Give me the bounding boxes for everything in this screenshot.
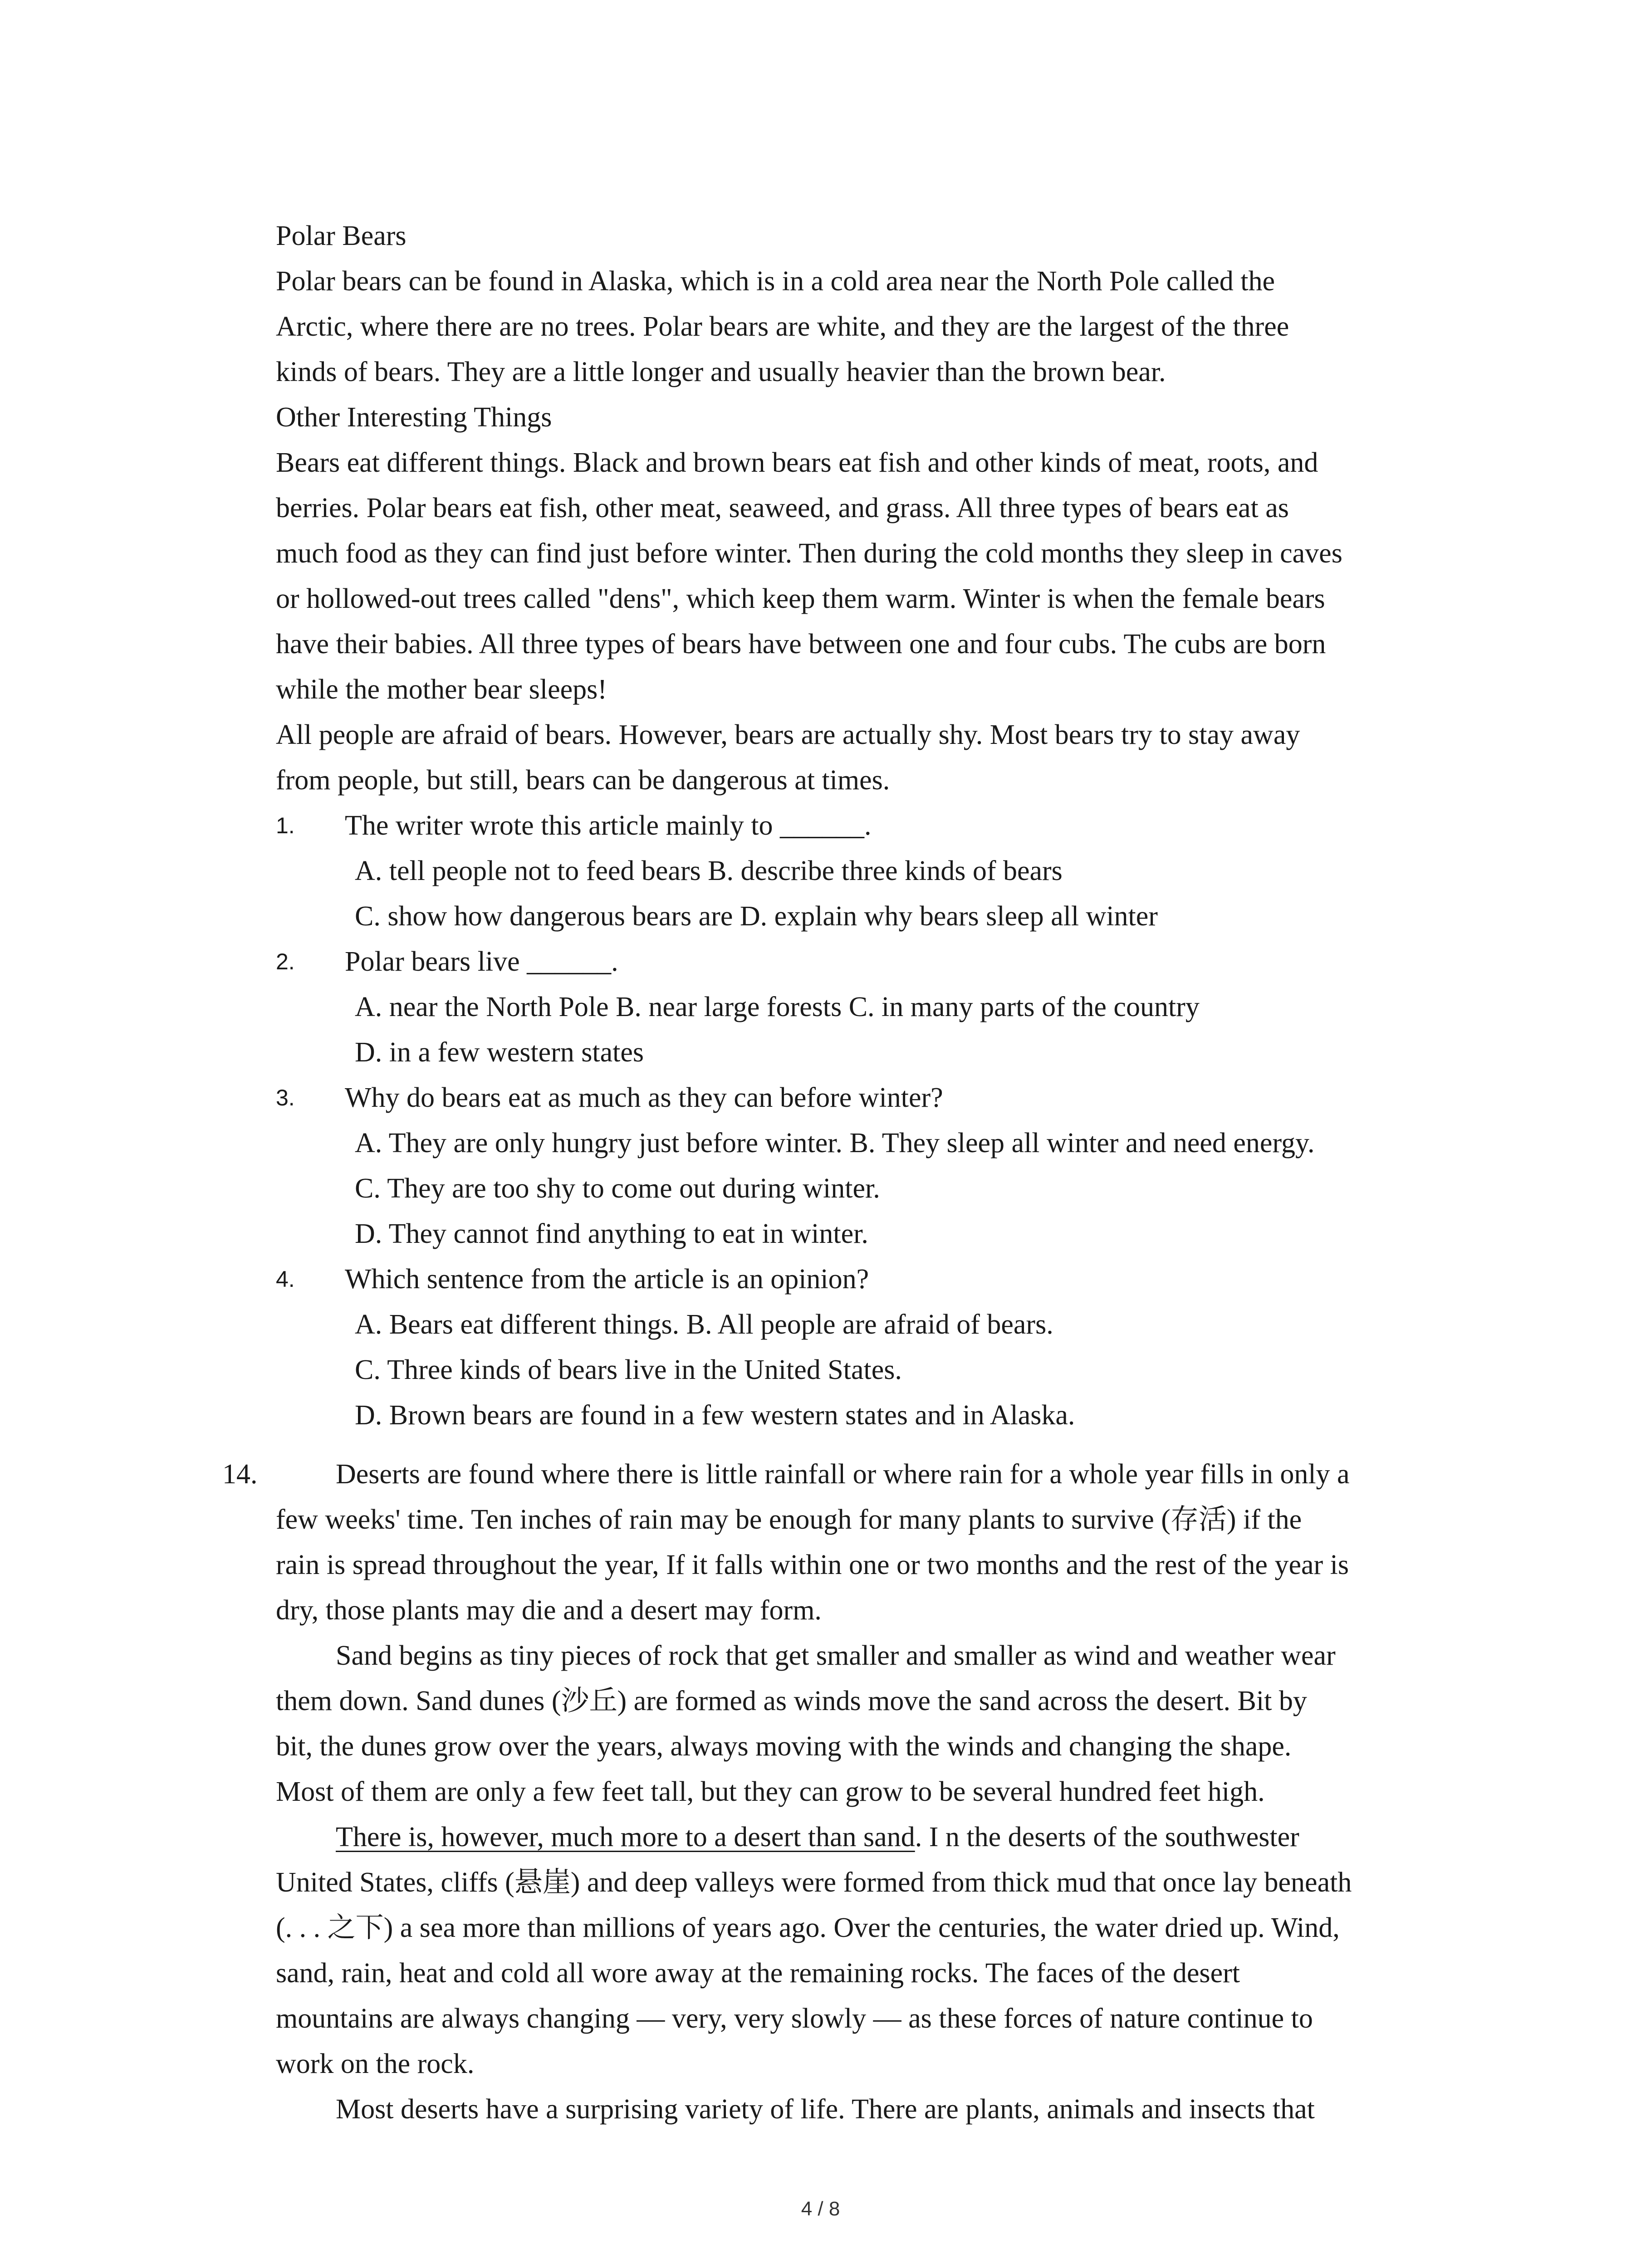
page-number: 4 / 8 <box>801 2198 840 2220</box>
question-options: D. in a few western states <box>355 1037 644 1068</box>
question-number: 1. <box>276 813 295 838</box>
paragraph-line: Polar bears can be found in Alaska, which is in a cold area near the North Pole called the <box>276 266 1275 297</box>
question-number: 3. <box>276 1085 295 1110</box>
paragraph-line: Most of them are only a few feet tall, but they can grow to be several hundred feet high. <box>276 1776 1265 1807</box>
paragraph-line: much food as they can find just before winter. Then during the cold months they sleep in caves <box>276 538 1342 569</box>
passage-number: 14. <box>222 1459 258 1490</box>
paragraph-line: Arctic, where there are no trees. Polar bears are white, and they are the largest of the three <box>276 311 1289 342</box>
question-stem: The writer wrote this article mainly to ______. <box>345 810 872 841</box>
paragraph-line: dry, those plants may die and a desert may form. <box>276 1595 822 1626</box>
paragraph-line: All people are afraid of bears. However, bears are actually shy. Most bears try to stay away <box>276 719 1300 750</box>
question-options: A. tell people not to feed bears B. describe three kinds of bears <box>355 855 1063 886</box>
paragraph-line: rain is spread throughout the year, If it falls within one or two months and the rest of the year is <box>276 1549 1349 1580</box>
paragraph-line: while the mother bear sleeps! <box>276 674 607 705</box>
question-options: A. near the North Pole B. near large forests C. in many parts of the country <box>355 992 1200 1022</box>
question-number: 4. <box>276 1266 295 1292</box>
paragraph-line: Deserts are found where there is little rainfall or where rain for a whole year fills in only a <box>336 1459 1350 1490</box>
sentence-continuation: . I n the deserts of the southwester <box>915 1822 1299 1853</box>
paragraph-line: few weeks' time. Ten inches of rain may be enough for many plants to survive (存活) if the <box>276 1504 1302 1535</box>
question-options: C. Three kinds of bears live in the United States. <box>355 1354 902 1385</box>
paragraph-line: kinds of bears. They are a little longer and usually heavier than the brown bear. <box>276 357 1166 387</box>
paragraph-line: Sand begins as tiny pieces of rock that get smaller and smaller as wind and weather wear <box>336 1640 1336 1671</box>
paragraph-line: or hollowed-out trees called "dens", which keep them warm. Winter is when the female bears <box>276 583 1325 614</box>
question-options: A. They are only hungry just before winter. B. They sleep all winter and need energy. <box>355 1128 1315 1158</box>
paragraph-line: sand, rain, heat and cold all wore away at the remaining rocks. The faces of the desert <box>276 1958 1240 1989</box>
underlined-sentence: There is, however, much more to a desert than sand <box>336 1822 915 1853</box>
question-options: A. Bears eat different things. B. All people are afraid of bears. <box>355 1309 1053 1340</box>
question-options: C. show how dangerous bears are D. explain why bears sleep all winter <box>355 901 1158 932</box>
paragraph-line: them down. Sand dunes (沙丘) are formed as winds move the sand across the desert. Bit by <box>276 1686 1307 1716</box>
paragraph-line: mountains are always changing — very, very slowly — as these forces of nature continue to <box>276 2003 1313 2034</box>
question-stem: Why do bears eat as much as they can before winter? <box>345 1082 943 1113</box>
section-heading-polar-bears: Polar Bears <box>276 220 407 251</box>
question-number: 2. <box>276 949 295 974</box>
paragraph-line: Bears eat different things. Black and brown bears eat fish and other kinds of meat, roots, and <box>276 447 1318 478</box>
paragraph-line: have their babies. All three types of bears have between one and four cubs. The cubs are born <box>276 629 1326 660</box>
question-options: D. They cannot find anything to eat in winter. <box>355 1218 868 1249</box>
section-heading-other-things: Other Interesting Things <box>276 402 552 433</box>
paragraph-line: (. . . 之下) a sea more than millions of years ago. Over the centuries, the water dried up. Wind, <box>276 1912 1340 1943</box>
paragraph-line: Most deserts have a surprising variety of life. There are plants, animals and insects that <box>336 2094 1315 2125</box>
question-options: C. They are too shy to come out during winter. <box>355 1173 880 1204</box>
paragraph-line: from people, but still, bears can be dangerous at times. <box>276 765 890 796</box>
paragraph-line: work on the rock. <box>276 2048 475 2079</box>
paragraph-line: United States, cliffs (悬崖) and deep valleys were formed from thick mud that once lay beneath <box>276 1867 1352 1898</box>
question-stem: Which sentence from the article is an opinion? <box>345 1264 869 1295</box>
paragraph-line-with-underline <box>336 1814 1299 1860</box>
question-stem: Polar bears live ______. <box>345 946 618 977</box>
paragraph-line: berries. Polar bears eat fish, other meat, seaweed, and grass. All three types of bears eat as <box>276 493 1289 523</box>
question-options: D. Brown bears are found in a few western states and in Alaska. <box>355 1400 1075 1431</box>
paragraph-line: bit, the dunes grow over the years, always moving with the winds and changing the shape. <box>276 1731 1292 1762</box>
